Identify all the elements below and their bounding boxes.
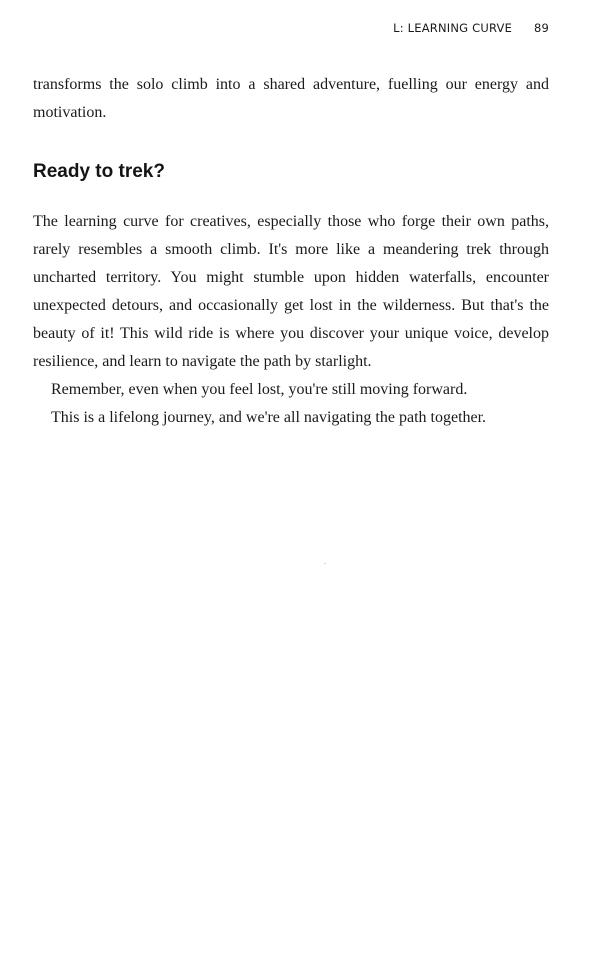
body-paragraph-journey: This is a lifelong journey, and we're all navigating the path together. xyxy=(51,409,487,426)
body-paragraph-remember: Remember, even when you feel lost, you're still moving forward. xyxy=(51,381,468,398)
chapter-title: L: LEARNING CURVE xyxy=(393,21,513,35)
section-heading: Ready to trek? xyxy=(33,161,165,182)
scan-speck xyxy=(324,563,326,564)
page-number: 89 xyxy=(533,21,549,35)
body-paragraph: The learning curve for creatives, especially those who forge their own paths, rarely resembles a smooth climb. It's more like a meandering trek through uncharted territory. You might stumble upon hidden waterfalls, encounter unexpected detours, and occasionally get lost in the wilderness. But that's the beauty of it! This wild ride is where you discover your unique voice, develop resilience, and learn to navigate the path by starlight. xyxy=(33,213,549,370)
running-header xyxy=(393,21,549,35)
continued-paragraph: transforms the solo climb into a shared adventure, fuelling our energy and motivation. xyxy=(33,76,549,121)
